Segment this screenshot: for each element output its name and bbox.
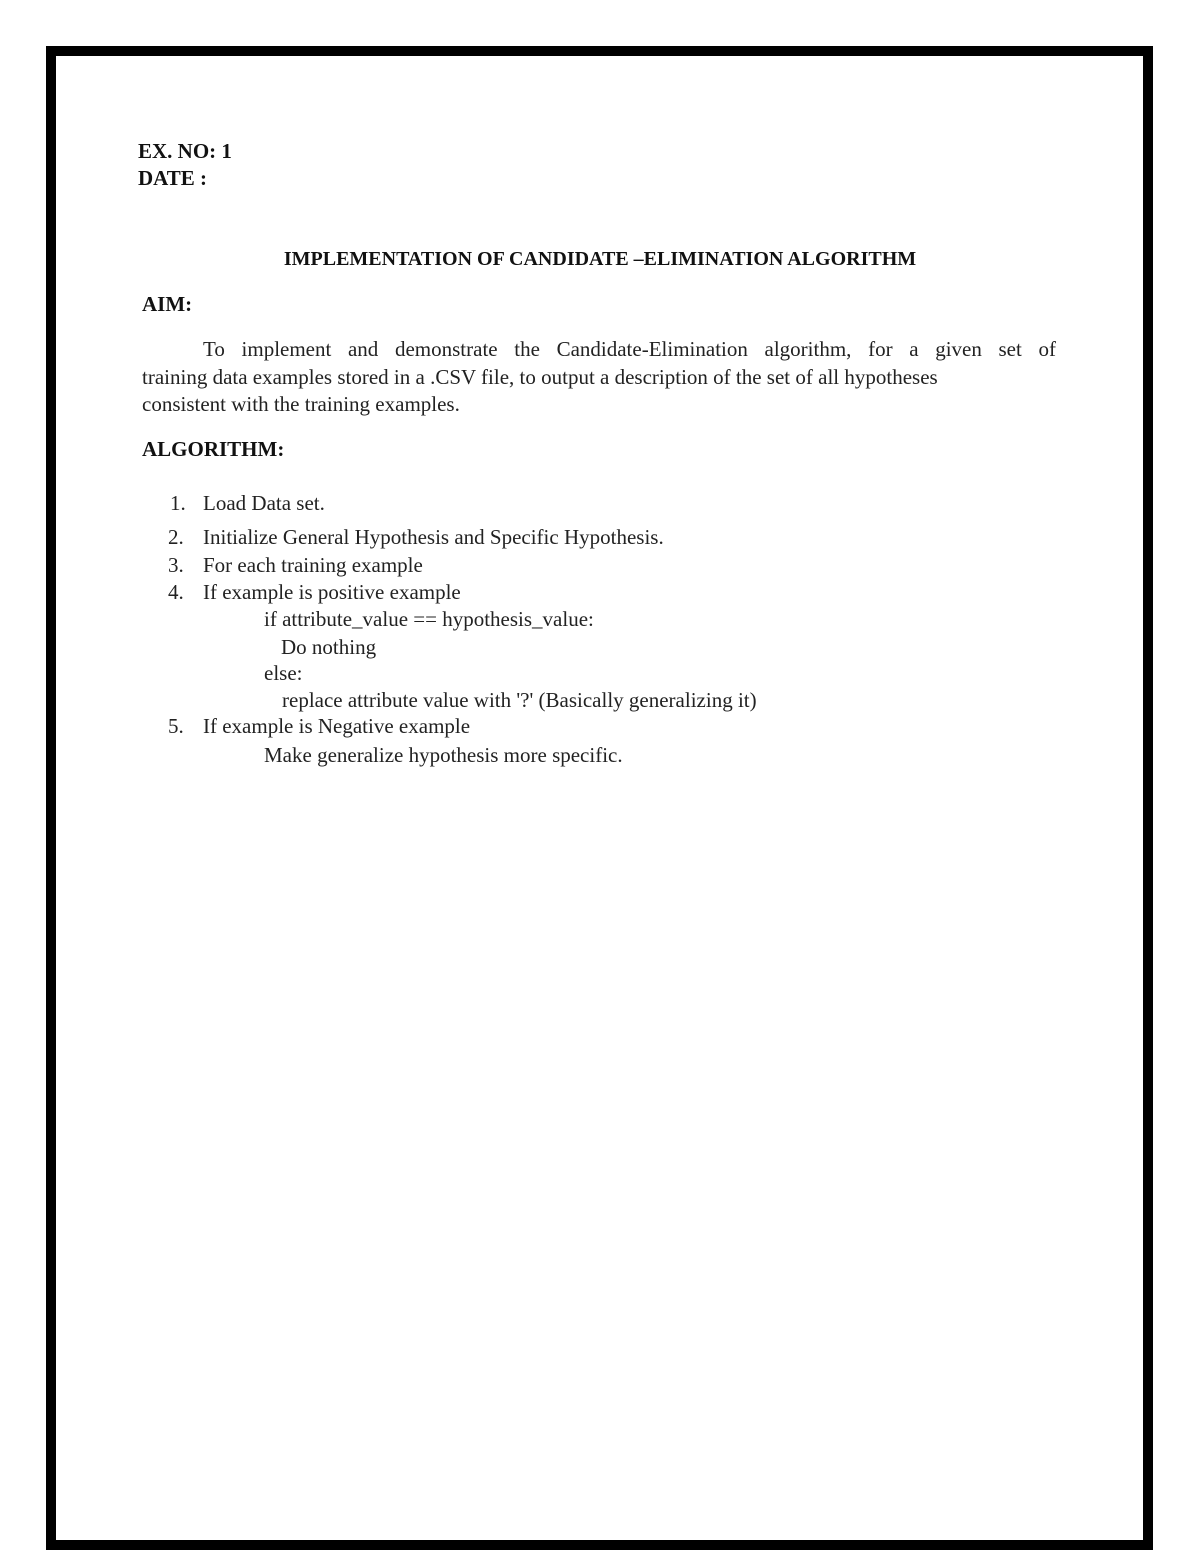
step-number: 1. xyxy=(170,491,186,515)
step4-condition: if attribute_value == hypothesis_value: xyxy=(264,607,594,631)
step4-else: else: xyxy=(264,661,303,685)
document-title: IMPLEMENTATION OF CANDIDATE –ELIMINATION ALGORITHM xyxy=(283,248,917,270)
exercise-number: EX. NO: 1 xyxy=(138,139,232,163)
aim-line-1: To implement and demonstrate the Candidate-Elimination algorithm, for a given set of xyxy=(203,337,1056,361)
step4-replace: replace attribute value with '?' (Basically generalizing it) xyxy=(282,688,757,712)
step5-detail: Make generalize hypothesis more specific. xyxy=(264,743,623,767)
step-number: 2. xyxy=(168,525,184,549)
step-number: 4. xyxy=(168,580,184,604)
step-text: If example is Negative example xyxy=(203,714,471,738)
step-text: Initialize General Hypothesis and Specific Hypothesis. xyxy=(203,525,664,549)
aim-line-3: consistent with the training examples. xyxy=(142,392,460,416)
page-border xyxy=(46,46,1153,1550)
algorithm-heading: ALGORITHM: xyxy=(142,437,285,461)
step4-do-nothing: Do nothing xyxy=(281,635,377,659)
step-number: 5. xyxy=(168,714,184,738)
step-text: Load Data set. xyxy=(203,491,325,515)
aim-line-2: training data examples stored in a .CSV file, to output a description of the set of all hypotheses xyxy=(142,365,938,389)
step-text: For each training example xyxy=(203,553,423,577)
step-text: If example is positive example xyxy=(203,580,461,604)
step-number: 3. xyxy=(168,553,184,577)
aim-heading: AIM: xyxy=(142,292,193,316)
date-label: DATE : xyxy=(138,166,208,190)
